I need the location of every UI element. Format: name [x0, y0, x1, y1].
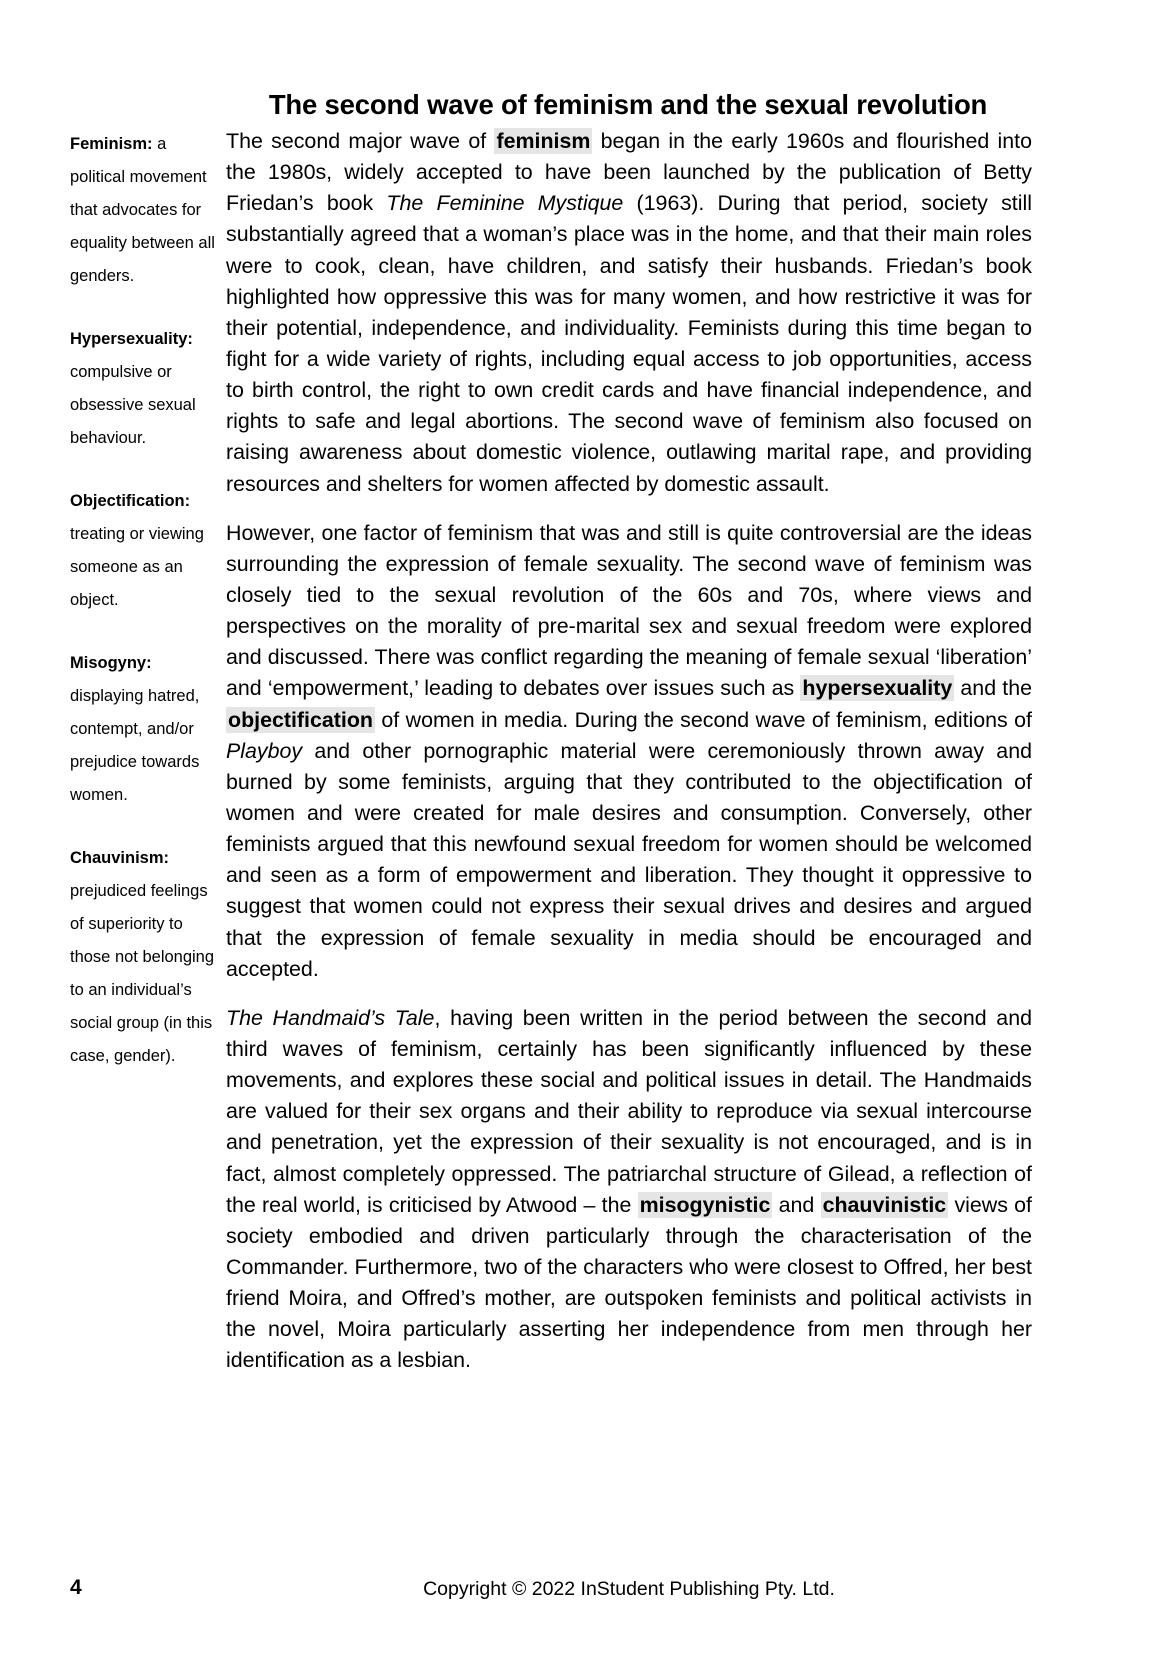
- glossary-definition: prejudiced feelings of superiority to those not belonging to an individual’s social group (in this case, gender).: [70, 882, 215, 1065]
- body-paragraph-3: [226, 1003, 1032, 1377]
- text-segment: The second major wave of: [226, 129, 495, 153]
- glossary-definition: a political movement that advocates for equality between all genders.: [70, 135, 215, 285]
- glossary-definition: displaying hatred, contempt, and/or prejudice towards women.: [70, 687, 200, 804]
- page-number: 4: [70, 1576, 82, 1599]
- key-term-misogynistic: misogynistic: [639, 1192, 771, 1217]
- page-footer: [0, 1576, 1166, 1616]
- book-title-feminine-mystique: The Feminine Mystique: [386, 191, 624, 216]
- body-paragraph-2: [226, 518, 1032, 985]
- glossary-item-feminism: [70, 128, 220, 293]
- text-segment: and other pornographic material were ceremoniously thrown away and burned by some feminists, arguing that they contributed to the objectification of women and were created for male desires and consumption. Conversely, other feminists argued that this newfound sexual freedom for women should be welcomed and seen as a form of empowerment and liberation. They thought it oppressive to suggest that women could not express their sexual drives and desires and argued that the expression of female sexuality in media should be encouraged and accepted.: [226, 738, 1032, 981]
- body-content: [226, 126, 1032, 1376]
- key-term-hypersexuality: hypersexuality: [802, 676, 953, 701]
- glossary-term: Objectification:: [70, 492, 191, 510]
- glossary-term: Misogyny:: [70, 654, 152, 672]
- copyright-notice: Copyright © 2022 InStudent Publishing Pty. Ltd.: [423, 1578, 835, 1600]
- key-term-chauvinistic: chauvinistic: [822, 1192, 947, 1217]
- text-segment: (1963). During that period, society still substantially agreed that a woman’s place was in the home, and that their main roles were to cook, clean, have children, and satisfy their husbands. Friedan’s book highlighted how oppressive this was for many women, and how restrictive it was for their potential, independence, and individuality. Feminists during this time began to fight for a wide variety of rights, including equal access to job opportunities, access to birth control, the right to own credit cards and have financial independence, and rights to safe and legal abortions. The second wave of feminism also focused on raising awareness about domestic violence, outlawing marital rape, and providing resources and shelters for women affected by domestic assault.: [226, 191, 1032, 496]
- glossary-definition: compulsive or obsessive sexual behaviour.: [70, 363, 196, 447]
- glossary-term: Chauvinism:: [70, 849, 170, 867]
- glossary-item-misogyny: [70, 647, 220, 812]
- glossary-definition: treating or viewing someone as an object.: [70, 525, 204, 609]
- text-segment: , having been written in the period between the second and third waves of feminism, certainly has been significantly influenced by these movements, and explores these social and political issues in detail. The Handmaids are valued for their sex organs and their ability to reproduce via sexual intercourse and penetration, yet the expression of their sexuality is not encouraged, and is in fact, almost completely oppressed. The patriarchal structure of Gilead, a reflection of the real world, is criticised by Atwood – the: [226, 1005, 1032, 1217]
- glossary-item-hypersexuality: [70, 323, 220, 455]
- text-segment: and the: [954, 676, 1033, 701]
- text-segment: views of society embodied and driven particularly through the characterisation of the Commander. Furthermore, two of the characters who were closest to Offred, her best friend Moira, and Offred’s mother, are outspoken feminists and political activists in the novel, Moira particularly asserting her independence from men through her identification as a lesbian.: [226, 1192, 1032, 1373]
- glossary-item-objectification: [70, 485, 220, 617]
- glossary-sidebar: [70, 128, 220, 1073]
- text-segment: began in the early 1960s and flourished into the 1980s, widely accepted to have been launched by the publication of Betty Friedan’s book: [226, 129, 1032, 216]
- page-title: The second wave of feminism and the sexual revolution: [268, 89, 988, 121]
- body-paragraph-1: [226, 126, 1032, 500]
- text-segment: However, one factor of feminism that was and still is quite controversial are the ideas surrounding the expression of female sexuality. The second wave of feminism was closely tied to the sexual revolution of the 60s and 70s, where views and perspectives on the morality of pre-marital sex and sexual freedom were explored and discussed. There was conflict regarding the meaning of female sexual ‘liberation’ and ‘empowerment,’ leading to debates over issues such as: [226, 520, 1032, 701]
- text-segment: of women in media. During the second wave of feminism, editions of: [375, 707, 1032, 732]
- key-term-feminism: feminism: [496, 129, 591, 153]
- key-term-objectification: objectification: [228, 707, 373, 732]
- text-segment: and: [772, 1192, 821, 1217]
- glossary-item-chauvinism: [70, 842, 220, 1073]
- book-title-handmaids-tale: The Handmaid’s Tale: [226, 1005, 435, 1030]
- glossary-term: Hypersexuality:: [70, 330, 193, 348]
- publication-title-playboy: Playboy: [226, 738, 303, 763]
- glossary-term: Feminism:: [70, 135, 153, 153]
